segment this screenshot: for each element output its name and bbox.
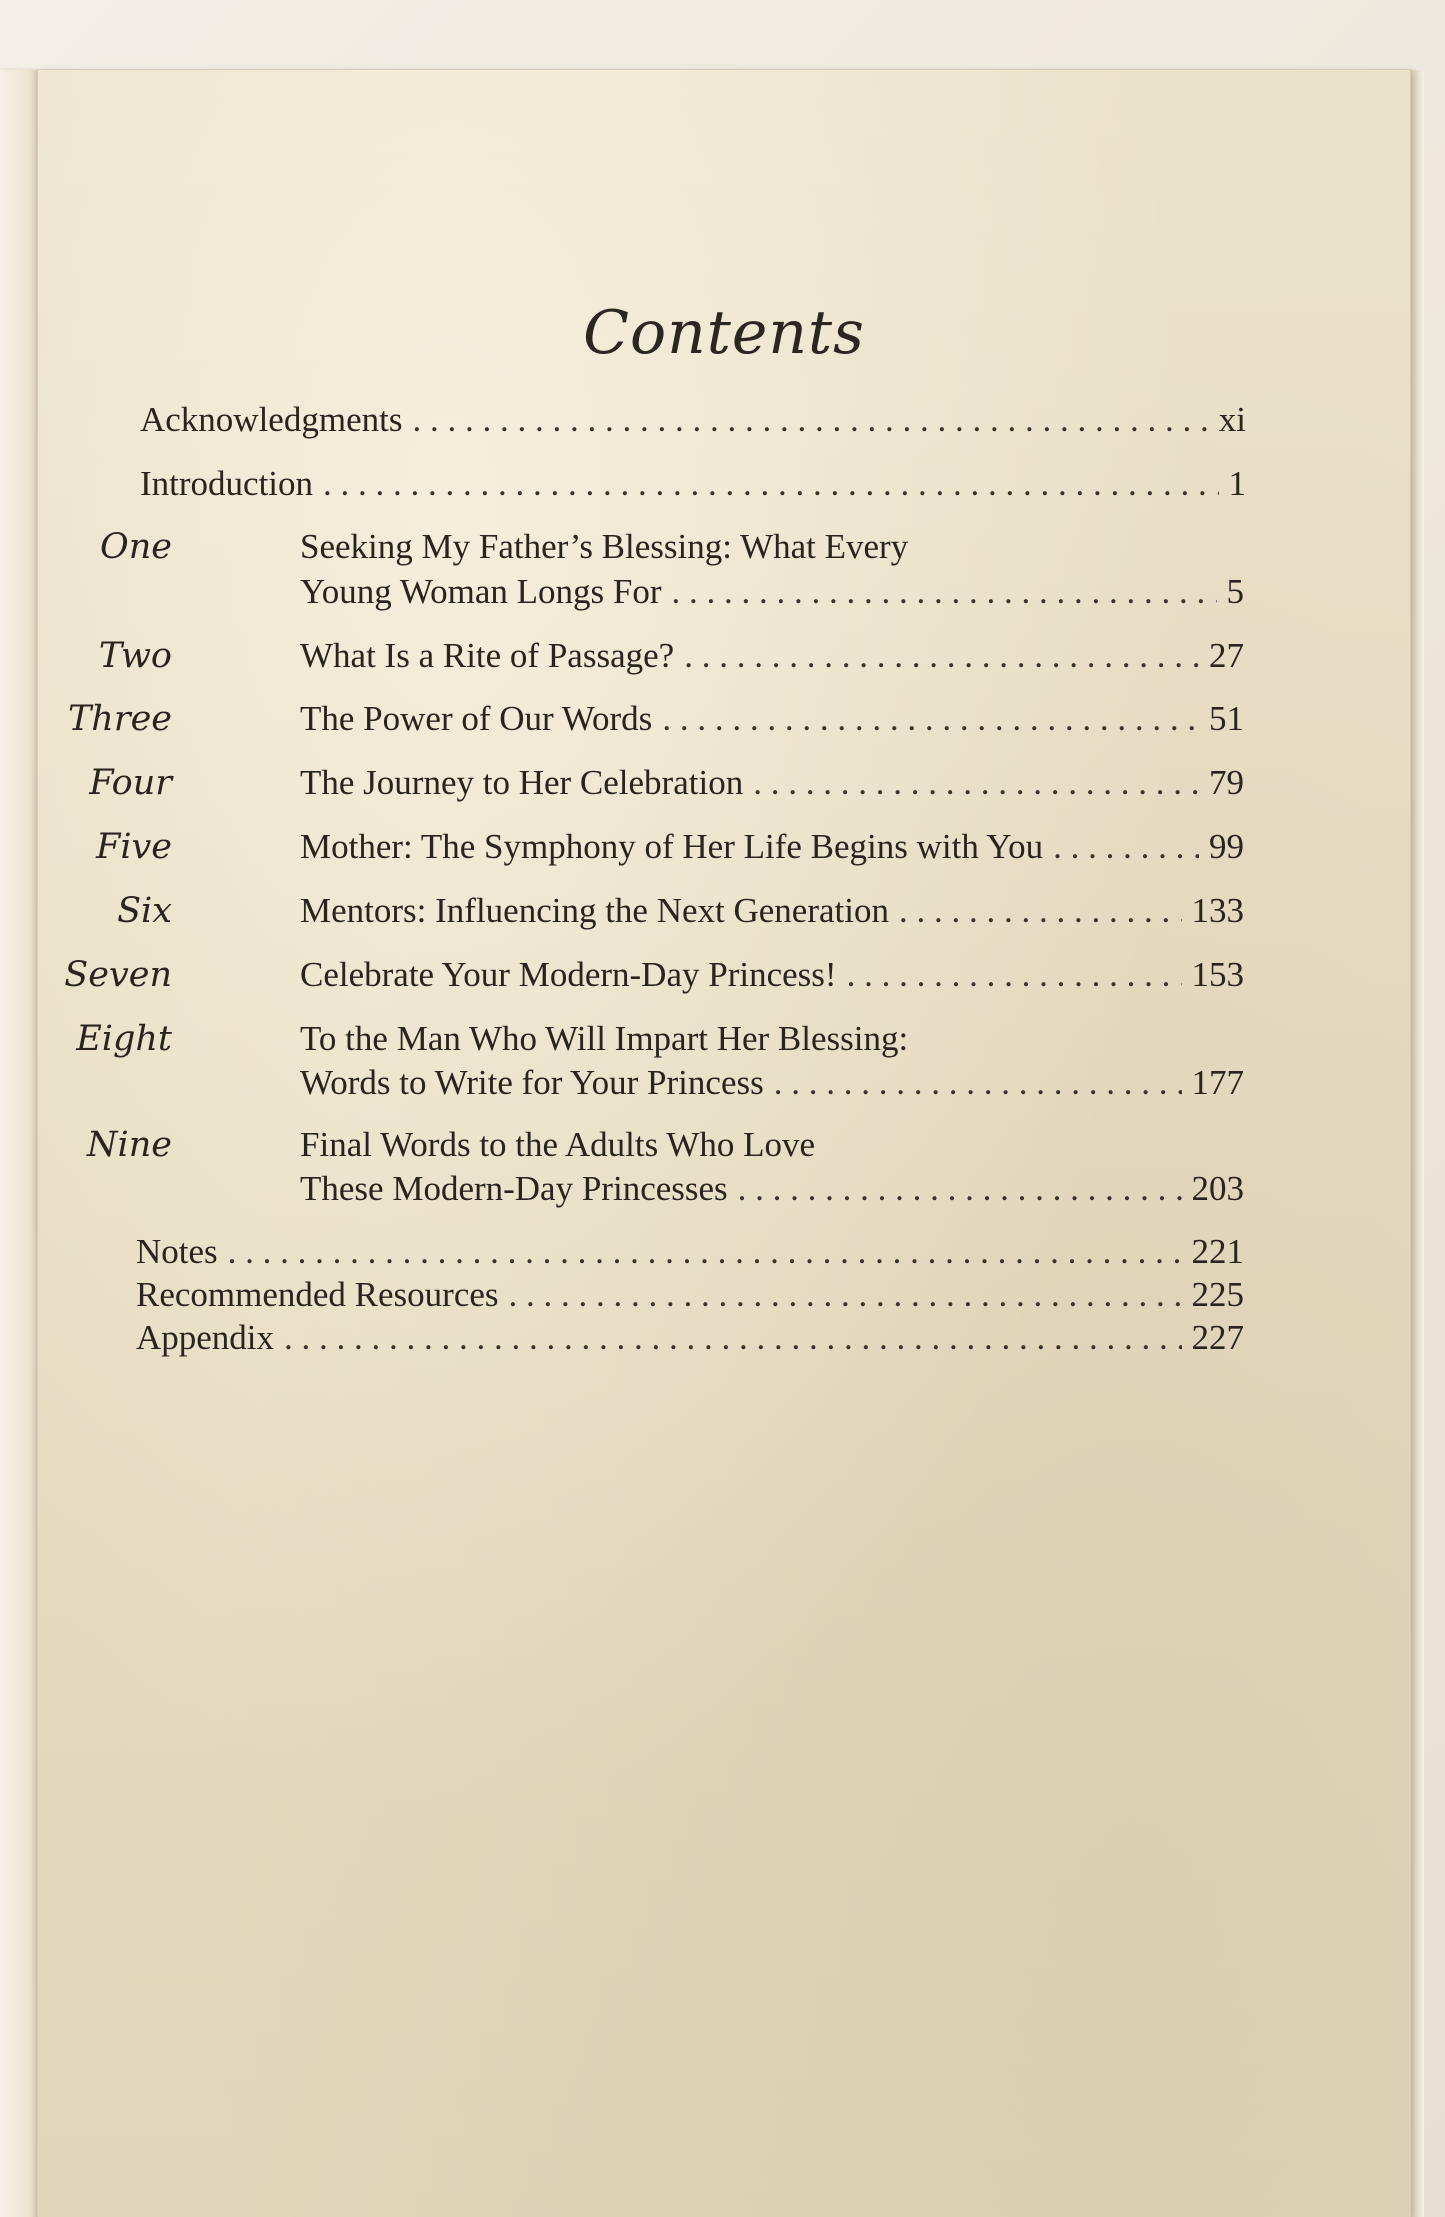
chapter-page: 27 (1209, 636, 1244, 675)
toc-entry-label: Recommended Resources (136, 1275, 499, 1314)
chapter-entry-seven (300, 953, 1244, 997)
chapter-title: Mentors: Influencing the Next Generation (300, 891, 889, 930)
chapter-number: Eight (76, 1019, 172, 1059)
chapter-page: 99 (1209, 827, 1244, 866)
dot-leader (899, 889, 1182, 933)
toc-entry-appendix (136, 1316, 1244, 1360)
toc-entry-introduction (140, 462, 1246, 506)
dot-leader (662, 697, 1199, 741)
toc-entry-page: 221 (1191, 1232, 1244, 1271)
toc-entry-page: 1 (1228, 464, 1246, 503)
dot-leader (412, 398, 1208, 442)
chapter-title-line2: Young Woman Longs For (300, 572, 662, 611)
chapter-page: 5 (1226, 572, 1244, 611)
chapter-entry-five (300, 825, 1244, 869)
chapter-entry-one (300, 570, 1244, 614)
chapter-entry-three (300, 697, 1244, 741)
chapter-number: Two (98, 636, 172, 676)
dot-leader (509, 1273, 1182, 1317)
chapter-number: Five (96, 827, 172, 867)
dot-leader (738, 1167, 1182, 1211)
toc-entry-notes (136, 1230, 1244, 1274)
toc-entry-label: Notes (136, 1232, 218, 1271)
dot-leader (774, 1061, 1182, 1105)
toc-entry-page: xi (1218, 400, 1246, 439)
chapter-number: Six (117, 891, 172, 931)
chapter-title-line1: To the Man Who Will Impart Her Blessing: (300, 1019, 909, 1058)
chapter-number: Four (89, 763, 172, 803)
chapter-title-line1: Final Words to the Adults Who Love (300, 1125, 816, 1164)
book-page (38, 70, 1410, 2217)
dot-leader (753, 761, 1199, 805)
toc-entry-recommended-resources (136, 1273, 1244, 1317)
chapter-title-line1: Seeking My Father’s Blessing: What Every (300, 527, 909, 566)
chapter-title: The Power of Our Words (300, 699, 653, 738)
chapter-entry-four (300, 761, 1244, 805)
toc-entry-page: 227 (1191, 1318, 1244, 1357)
toc-entry-label: Acknowledgments (140, 400, 403, 439)
chapter-title-line2: Words to Write for Your Princess (300, 1063, 764, 1102)
chapter-page: 133 (1191, 891, 1244, 930)
dot-leader (672, 570, 1217, 614)
chapter-title: The Journey to Her Celebration (300, 763, 744, 802)
chapter-entry-nine (300, 1167, 1244, 1211)
chapter-number: Three (67, 699, 172, 739)
dot-leader (847, 953, 1182, 997)
dot-leader (684, 634, 1199, 678)
chapter-entry-two (300, 634, 1244, 678)
chapter-entry-eight (300, 1061, 1244, 1105)
right-page-edge (1410, 70, 1424, 2217)
chapter-entry-six (300, 889, 1244, 933)
chapter-page: 203 (1191, 1169, 1244, 1208)
chapter-number: Seven (64, 955, 172, 995)
dot-leader (228, 1230, 1182, 1274)
toc-entry-label: Appendix (136, 1318, 275, 1357)
chapter-number: Nine (86, 1125, 172, 1165)
chapter-title-line2: These Modern-Day Princesses (300, 1169, 728, 1208)
chapter-page: 51 (1209, 699, 1244, 738)
dot-leader (1053, 825, 1199, 869)
chapter-title: Celebrate Your Modern-Day Princess! (300, 955, 837, 994)
chapter-page: 79 (1209, 763, 1244, 802)
chapter-page: 177 (1191, 1063, 1244, 1102)
chapter-title: What Is a Rite of Passage? (300, 636, 675, 675)
toc-entry-label: Introduction (140, 464, 314, 503)
chapter-number: One (100, 527, 172, 567)
page-title: Contents (583, 298, 865, 368)
chapter-title: Mother: The Symphony of Her Life Begins with You (300, 827, 1044, 866)
dot-leader (284, 1316, 1181, 1360)
dot-leader (323, 462, 1218, 506)
toc-entry-page: 225 (1191, 1275, 1244, 1314)
chapter-page: 153 (1191, 955, 1244, 994)
toc-entry-acknowledgments (140, 398, 1246, 442)
